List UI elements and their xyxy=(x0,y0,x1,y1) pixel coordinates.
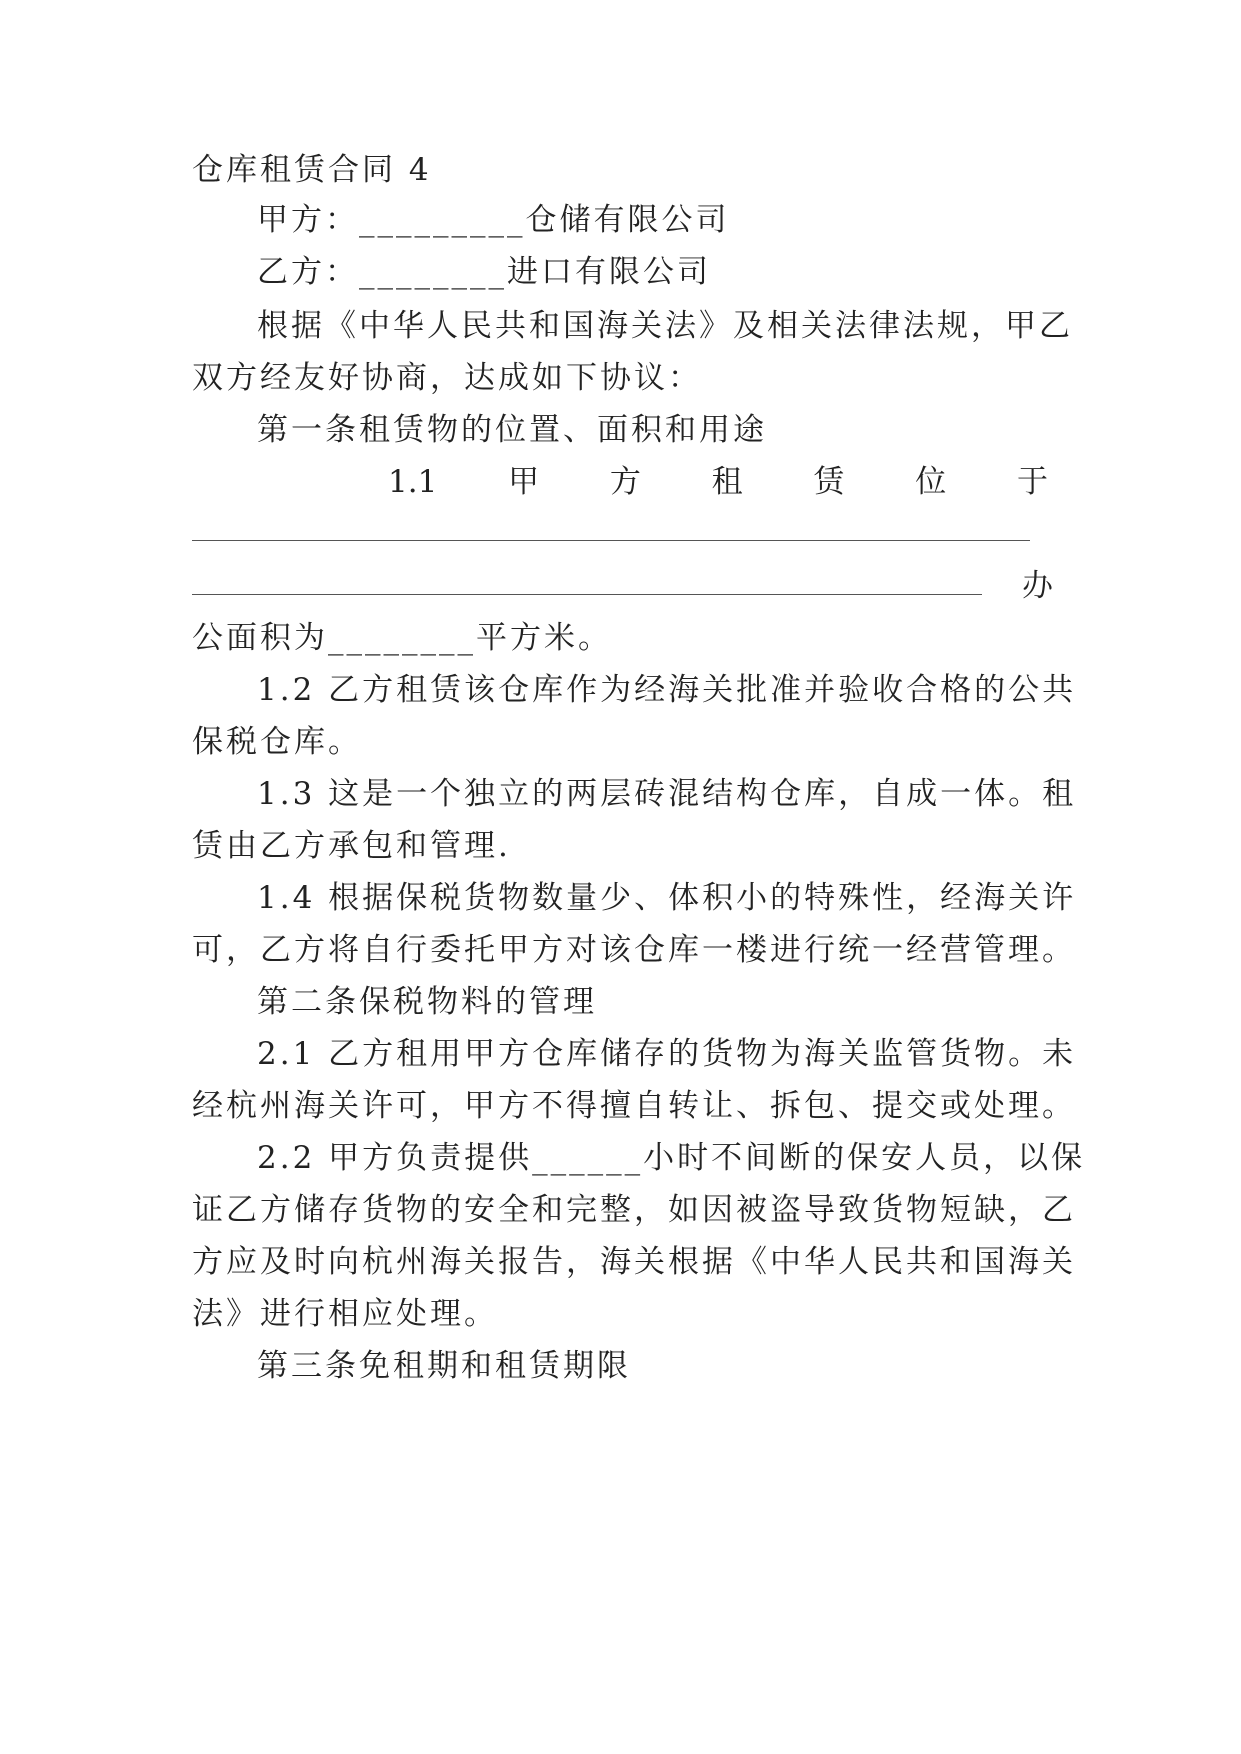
clause-1-3-line-1: 1.3 这是一个独立的两层砖混结构仓库，自成一体。租 xyxy=(257,776,1077,812)
clause-1-1-line-2: 公面积为________平方米。 xyxy=(192,620,612,656)
clause-2-1-line-2: 经杭州海关许可，甲方不得擅自转让、拆包、提交或处理。 xyxy=(192,1088,1076,1124)
clause-1-1-end-char: 办 xyxy=(1022,568,1053,604)
article-1-heading: 第一条租赁物的位置、面积和用途 xyxy=(257,412,767,448)
spread-token: 赁 xyxy=(813,464,845,500)
clause-1-4-line-2: 可，乙方将自行委托甲方对该仓库一楼进行统一经营管理。 xyxy=(192,932,1076,968)
spread-token: 1.1 xyxy=(388,464,438,500)
document-title: 仓库租赁合同 4 xyxy=(192,152,432,188)
spread-token: 甲 xyxy=(508,464,540,500)
clause-1-3-line-2: 赁由乙方承包和管理. xyxy=(192,828,511,864)
clause-2-2-line-4: 法》进行相应处理。 xyxy=(192,1296,498,1332)
clause-1-1-spread-line xyxy=(388,462,1048,502)
clause-2-2-line-1: 2.2 甲方负责提供______小时不间断的保安人员，以保 xyxy=(257,1140,1086,1176)
blank-underline-2 xyxy=(192,594,982,595)
clause-1-2-line-2: 保税仓库。 xyxy=(192,724,362,760)
clause-2-1-line-1: 2.1 乙方租用甲方仓库储存的货物为海关监管货物。未 xyxy=(257,1036,1077,1072)
clause-2-2-line-3: 方应及时向杭州海关报告，海关根据《中华人民共和国海关 xyxy=(192,1244,1076,1280)
article-2-heading: 第二条保税物料的管理 xyxy=(257,984,597,1020)
blank-underline-1 xyxy=(192,540,1030,541)
spread-token: 位 xyxy=(915,464,947,500)
spread-token: 方 xyxy=(609,464,641,500)
party-b: 乙方：________进口有限公司 xyxy=(257,254,711,290)
spread-token: 租 xyxy=(711,464,743,500)
clause-1-2-line-1: 1.2 乙方租赁该仓库作为经海关批准并验收合格的公共 xyxy=(257,672,1077,708)
clause-2-2-line-2: 证乙方储存货物的安全和完整，如因被盗导致货物短缺，乙 xyxy=(192,1192,1076,1228)
intro-line-1: 根据《中华人民共和国海关法》及相关法律法规，甲乙 xyxy=(257,308,1073,344)
intro-line-2: 双方经友好协商，达成如下协议： xyxy=(192,360,702,396)
spread-token: 于 xyxy=(1017,464,1048,500)
article-3-heading: 第三条免租期和租赁期限 xyxy=(257,1348,631,1384)
clause-1-4-line-1: 1.4 根据保税货物数量少、体积小的特殊性，经海关许 xyxy=(257,880,1077,916)
party-a: 甲方：_________仓储有限公司 xyxy=(257,202,730,238)
